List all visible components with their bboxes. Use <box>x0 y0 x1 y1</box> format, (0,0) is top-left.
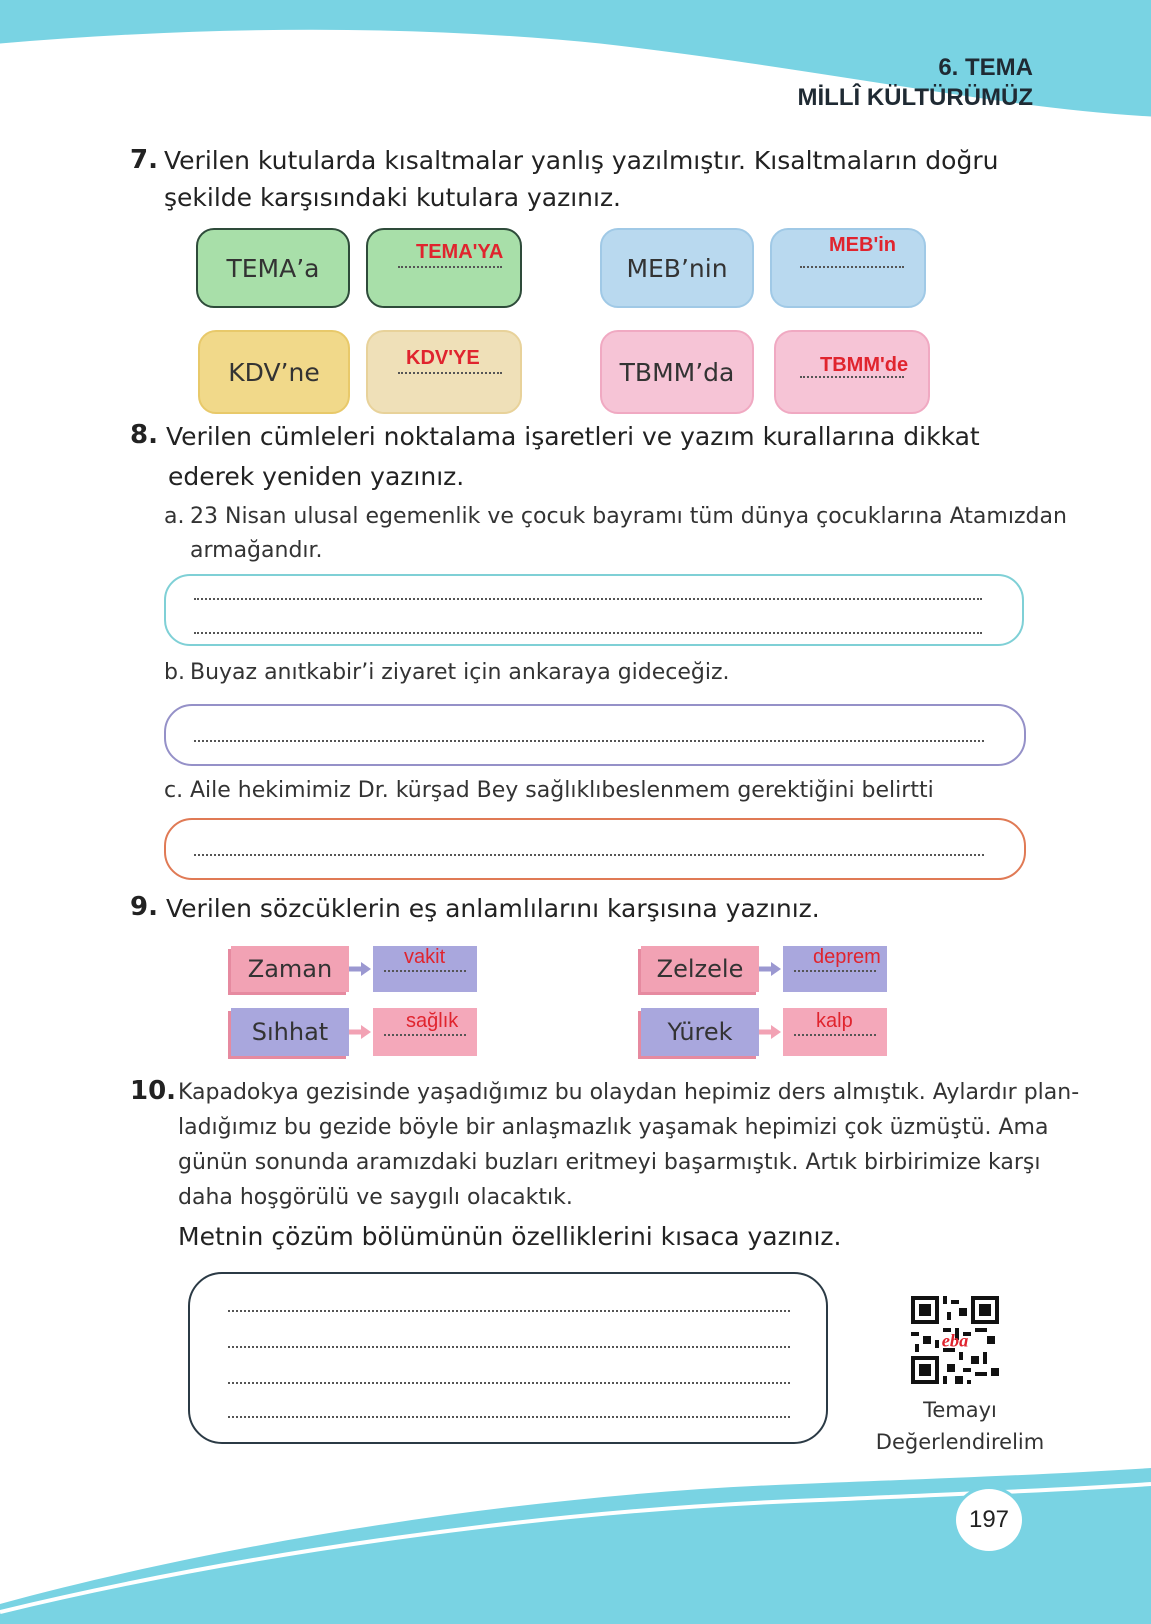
q10-answer-line <box>228 1346 790 1348</box>
theme-title: MİLLÎ KÜLTÜRÜMÜZ <box>797 84 1033 111</box>
q7-answer-meb: MEB'in <box>829 234 896 256</box>
q7-given-meb: MEB’nin <box>626 253 728 283</box>
q8a-line1: 23 Nisan ulusal egemenlik ve çocuk bayramı tüm dünya çocuklarına Atamızdan <box>190 504 1067 529</box>
q9-answer-dots <box>384 1034 466 1036</box>
q8a-line2: armağandır. <box>190 538 323 563</box>
q10-answer-box[interactable] <box>188 1272 828 1444</box>
q7-given-tema: TEMA’a <box>226 253 320 283</box>
q10-paragraph-line1: Kapadokya gezisinde yaşadığımız bu olaydan hepimiz ders almıştık. Aylardır plan- <box>178 1080 1080 1105</box>
q8-text-line2: ederek yeniden yazınız. <box>168 462 465 491</box>
q9-number: 9. <box>130 892 158 922</box>
q8b-answer-line <box>194 740 984 742</box>
qr-code-icon[interactable] <box>911 1296 999 1384</box>
q10-paragraph-line4: daha hoşgörülü ve saygılı olacaktık. <box>178 1185 573 1210</box>
q7-answer-dots <box>800 376 904 378</box>
q9-word-box <box>231 946 349 992</box>
q10-answer-line <box>228 1382 790 1384</box>
q8-text-line1: Verilen cümleleri noktalama işaretleri ve yazım kurallarına dikkat <box>166 422 980 451</box>
q9-word-box <box>641 1008 759 1056</box>
q10-paragraph-line3: günün sonunda aramızdaki buzları eritmeyi başarmıştık. Artık birbirimize karşı <box>178 1150 1041 1175</box>
arrow-right-icon <box>759 1023 783 1041</box>
theme-number: 6. TEMA <box>938 54 1033 81</box>
q9-answer-vakit: vakit <box>404 946 446 968</box>
q10-answer-line <box>228 1310 790 1312</box>
arrow-right-icon <box>759 960 783 978</box>
q7-given-tbmm: TBMM’da <box>619 357 735 387</box>
q8a-answer-box[interactable] <box>164 574 1024 646</box>
q7-text-line1: Verilen kutularda kısaltmalar yanlış yazılmıştır. Kısaltmaların doğru <box>164 146 999 175</box>
q9-word-sihhat: Sıhhat <box>251 1018 329 1046</box>
arrow-right-icon <box>349 960 373 978</box>
q9-answer-dots <box>794 970 876 972</box>
q8c-line1: Aile hekimimiz Dr. kürşad Bey sağlıklıbeslenmem gerektiğini belirtti <box>190 778 934 803</box>
q9-answer-deprem: deprem <box>813 946 881 968</box>
q7-number: 7. <box>130 145 158 175</box>
page-number-circle <box>953 1486 1025 1554</box>
qr-caption-line1: Temayı <box>923 1398 997 1422</box>
q9-word-box <box>231 1008 349 1056</box>
q10-number: 10. <box>130 1076 177 1106</box>
q7-answer-dots <box>398 372 502 374</box>
q10-answer-line <box>228 1416 790 1418</box>
q9-word-zelzele: Zelzele <box>656 955 744 983</box>
q7-answer-kdv: KDV'YE <box>406 347 480 369</box>
q9-answer-saglik: sağlık <box>406 1010 459 1032</box>
q8b-letter: b. <box>164 660 185 685</box>
q7-answer-tbmm: TBMM'de <box>820 354 909 376</box>
q8b-answer-box[interactable] <box>164 704 1026 766</box>
q7-answer-dots <box>398 266 502 268</box>
q8c-answer-line <box>194 854 984 856</box>
eba-logo: eba <box>941 1330 969 1351</box>
q9-text: Verilen sözcüklerin eş anlamlılarını karşısına yazınız. <box>166 894 820 923</box>
q7-answer-box-tema[interactable] <box>366 228 522 308</box>
q8a-answer-line <box>194 632 982 634</box>
q8-number: 8. <box>130 420 158 450</box>
q7-given-box-meb <box>600 228 754 308</box>
arrow-right-icon <box>349 1023 373 1041</box>
q9-word-box <box>641 946 759 992</box>
q9-word-yurek: Yürek <box>667 1018 733 1046</box>
q8b-line1: Buyaz anıtkabir’i ziyaret için ankaraya gideceğiz. <box>190 660 730 685</box>
q10-question: Metnin çözüm bölümünün özelliklerini kısaca yazınız. <box>178 1222 842 1251</box>
q9-answer-kalp: kalp <box>816 1010 853 1032</box>
q7-answer-tema: TEMA'YA <box>416 241 504 263</box>
q9-answer-dots <box>384 970 466 972</box>
q7-given-kdv: KDV’ne <box>228 357 320 387</box>
q8c-answer-box[interactable] <box>164 818 1026 880</box>
qr-caption-line2: Değerlendirelim <box>875 1430 1045 1454</box>
q7-given-box-tbmm <box>600 330 754 414</box>
q7-answer-dots <box>800 266 904 268</box>
q10-paragraph-line2: ladığımız bu gezide böyle bir anlaşmazlık yaşamak hepimizi çok üzmüştü. Ama <box>178 1115 1049 1140</box>
q8c-letter: c. <box>164 778 184 803</box>
q7-given-box-kdv <box>198 330 350 414</box>
q8a-letter: a. <box>164 504 185 529</box>
q9-answer-dots <box>794 1034 876 1036</box>
page-number: 197 <box>968 1506 1010 1533</box>
q9-word-zaman: Zaman <box>247 955 333 983</box>
q8a-answer-line <box>194 598 982 600</box>
q7-given-box-tema <box>196 228 350 308</box>
q7-text-line2: şekilde karşısındaki kutulara yazınız. <box>164 183 622 212</box>
